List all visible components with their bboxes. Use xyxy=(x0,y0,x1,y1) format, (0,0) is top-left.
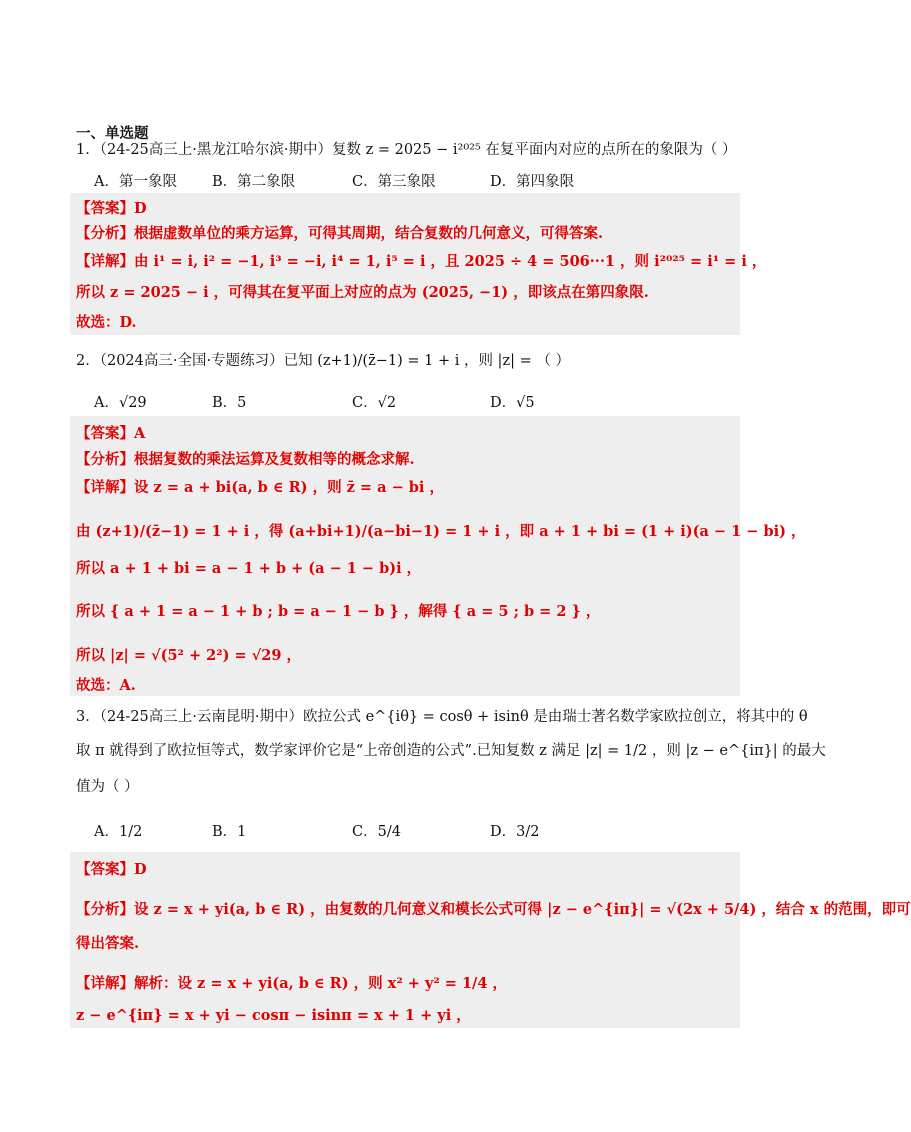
q1-detail-1: 【详解】由 i¹ = i, i² = −1, i³ = −i, i⁴ = 1, i⁵ = i ，且 2025 ÷ 4 = 506···1 ，则 i²⁰²⁵ = i¹ = i ， xyxy=(76,253,767,270)
q1-option-b: B．第二象限 xyxy=(212,174,296,190)
q2-analysis: 【分析】根据复数的乘法运算及复数相等的概念求解. xyxy=(76,451,415,468)
q1-stem: 1．（24-25高三上·黑龙江哈尔滨·期中）复数 z = 2025 − i²⁰²⁵ 在复平面内对应的点所在的象限为（ ） xyxy=(76,142,737,158)
q1-detail-2: 所以 z = 2025 − i ，可得其在复平面上对应的点为 (2025, −1) ，即该点在第四象限. xyxy=(76,284,649,301)
q1-option-d: D．第四象限 xyxy=(490,174,575,190)
section-title: 一、单选题 xyxy=(76,125,149,142)
q1-analysis: 【分析】根据虚数单位的乘方运算，可得其周期，结合复数的几何意义，可得答案. xyxy=(76,225,604,242)
q3-option-a: A．1/2 xyxy=(94,824,143,840)
q3-analysis-line-2: 得出答案. xyxy=(76,935,140,952)
q3-analysis-line-1: 【分析】设 z = x + yi(a, b ∈ R) ，由复数的几何意义和模长公式可得 |z − e^{iπ}| = √(2x + 5/4) ，结合 x 的范围，即可 xyxy=(76,901,911,918)
q3-answer: 【答案】D xyxy=(76,861,147,878)
q2-detail-5: 所以 |z| = √(5² + 2²) = √29 ， xyxy=(76,647,301,664)
q3-detail-2: z − e^{iπ} = x + yi − cosπ − isinπ = x + 1 + yi ， xyxy=(76,1007,471,1024)
q3-stem-line-3: 值为（ ） xyxy=(76,779,139,795)
q2-option-c: C．√2 xyxy=(352,395,397,411)
q2-solution-block xyxy=(70,416,806,696)
q3-stem-line-2: 取 π 就得到了欧拉恒等式，数学家评价它是“上帝创造的公式”.已知复数 z 满足 |z| = 1/2 ，则 |z − e^{iπ}| 的最大 xyxy=(76,743,826,759)
q2-option-a: A．√29 xyxy=(94,395,147,411)
q3-option-d: D．3/2 xyxy=(490,824,540,840)
q2-answer: 【答案】A xyxy=(76,425,146,442)
q1-option-c: C．第三象限 xyxy=(352,174,436,190)
q3-option-b: B．1 xyxy=(212,824,247,840)
q2-detail-4: 所以 { a + 1 = a − 1 + b ; b = a − 1 − b } ，解得 { a = 5 ; b = 2 } ， xyxy=(76,603,601,620)
q2-stem: 2．（2024高三·全国·专题练习）已知 (z+1)/(z̄−1) = 1 + i ，则 |z| = （ ） xyxy=(76,353,570,369)
q2-choice: 故选：A. xyxy=(76,677,136,694)
q1-answer: 【答案】D xyxy=(76,200,147,217)
q3-option-c: C．5/4 xyxy=(352,824,401,840)
q2-option-d: D．√5 xyxy=(490,395,535,411)
q2-detail-2: 由 (z+1)/(z̄−1) = 1 + i ，得 (a+bi+1)/(a−bi−1) = 1 + i ，即 a + 1 + bi = (1 + i)(a − 1 − bi) ， xyxy=(76,523,806,540)
q3-stem-line-1: 3．（24-25高三上·云南昆明·期中）欧拉公式 e^{iθ} = cosθ + isinθ 是由瑞士著名数学家欧拉创立，将其中的 θ xyxy=(76,709,808,725)
q1-solution-block xyxy=(70,193,767,335)
q2-option-b: B．5 xyxy=(212,395,247,411)
q2-detail-1: 【详解】设 z = a + bi(a, b ∈ R) ，则 z̄ = a − bi ， xyxy=(76,479,444,496)
q2-detail-3: 所以 a + 1 + bi = a − 1 + b + (a − 1 − b)i ， xyxy=(76,560,422,577)
q1-choice: 故选：D. xyxy=(76,314,137,331)
q1-option-a: A．第一象限 xyxy=(94,174,177,190)
q3-solution-block xyxy=(70,852,911,1028)
q3-detail-1: 【详解】解析：设 z = x + yi(a, b ∈ R) ，则 x² + y² = 1/4 ， xyxy=(76,975,507,992)
